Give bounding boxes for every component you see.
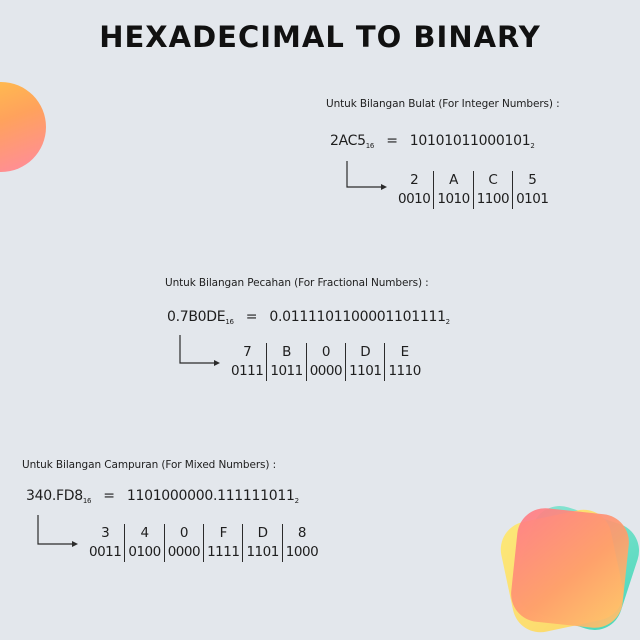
hex-digit: 0 <box>306 343 345 362</box>
hex-digit: 5 <box>513 171 552 190</box>
binary-group: 0000 <box>306 362 345 381</box>
section-label-mixed: Untuk Bilangan Campuran (For Mixed Numbers) : <box>22 459 277 471</box>
page-title: HEXADECIMAL TO BINARY <box>99 20 541 54</box>
binary-value: 10101011000101 <box>409 133 531 149</box>
equation-mixed <box>26 488 299 505</box>
binary-group: 1101 <box>346 362 385 381</box>
conversion-table-integer <box>395 171 551 209</box>
section-label-fractional: Untuk Bilangan Pecahan (For Fractional Numbers) : <box>165 277 429 289</box>
binary-group: 1100 <box>473 190 512 209</box>
equals-sign: = <box>103 488 115 504</box>
hex-value: 0.7B0DE <box>167 309 226 325</box>
hex-digit: 2 <box>410 172 419 188</box>
arrow-icon <box>343 160 389 192</box>
binary-group: 1000 <box>282 543 321 562</box>
hex-digit: B <box>267 343 306 362</box>
binary-group: 0100 <box>125 543 164 562</box>
binary-base: 2 <box>294 497 299 505</box>
hex-value: 2AC5 <box>330 133 366 149</box>
binary-group: 1011 <box>267 362 306 381</box>
hex-digit: E <box>385 343 424 362</box>
binary-value: 1101000000.111111011 <box>126 488 295 504</box>
hex-base: 16 <box>225 318 234 326</box>
hex-base: 16 <box>82 497 92 505</box>
hex-digit: D <box>346 343 385 362</box>
hex-base: 16 <box>365 142 375 150</box>
binary-base: 2 <box>530 142 535 150</box>
hex-value: 340.FD8 <box>26 488 83 504</box>
hex-digit: 3 <box>101 525 110 541</box>
equals-sign: = <box>245 309 258 325</box>
arrow-icon <box>34 514 80 548</box>
conversion-table-mixed <box>86 524 321 562</box>
section-label-integer: Untuk Bilangan Bulat (For Integer Numbers) : <box>326 98 560 110</box>
binary-group: 0010 <box>398 191 431 207</box>
hex-digit: D <box>243 524 282 543</box>
binary-group: 0111 <box>231 363 264 379</box>
binary-group: 1101 <box>243 543 282 562</box>
hex-digit: 7 <box>243 344 252 360</box>
binary-group: 0000 <box>164 543 203 562</box>
hex-digit: 0 <box>164 524 203 543</box>
binary-group: 0011 <box>89 544 122 560</box>
equals-sign: = <box>386 133 398 149</box>
conversion-table-fractional <box>228 343 424 381</box>
hex-digit: A <box>434 171 473 190</box>
binary-base: 2 <box>445 318 450 326</box>
binary-group: 1110 <box>385 362 424 381</box>
decorative-circle-top-left <box>0 82 46 172</box>
binary-group: 1010 <box>434 190 473 209</box>
binary-group: 1111 <box>204 543 243 562</box>
decorative-shapes-bottom-right <box>500 505 640 640</box>
equation-fractional <box>167 309 450 326</box>
hex-digit: F <box>204 524 243 543</box>
hex-digit: C <box>473 171 512 190</box>
binary-group: 0101 <box>513 190 552 209</box>
equation-integer <box>330 133 534 150</box>
arrow-icon <box>176 334 222 368</box>
hex-digit: 4 <box>125 524 164 543</box>
binary-value: 0.0111101100001101111 <box>269 309 446 325</box>
hex-digit: 8 <box>282 524 321 543</box>
